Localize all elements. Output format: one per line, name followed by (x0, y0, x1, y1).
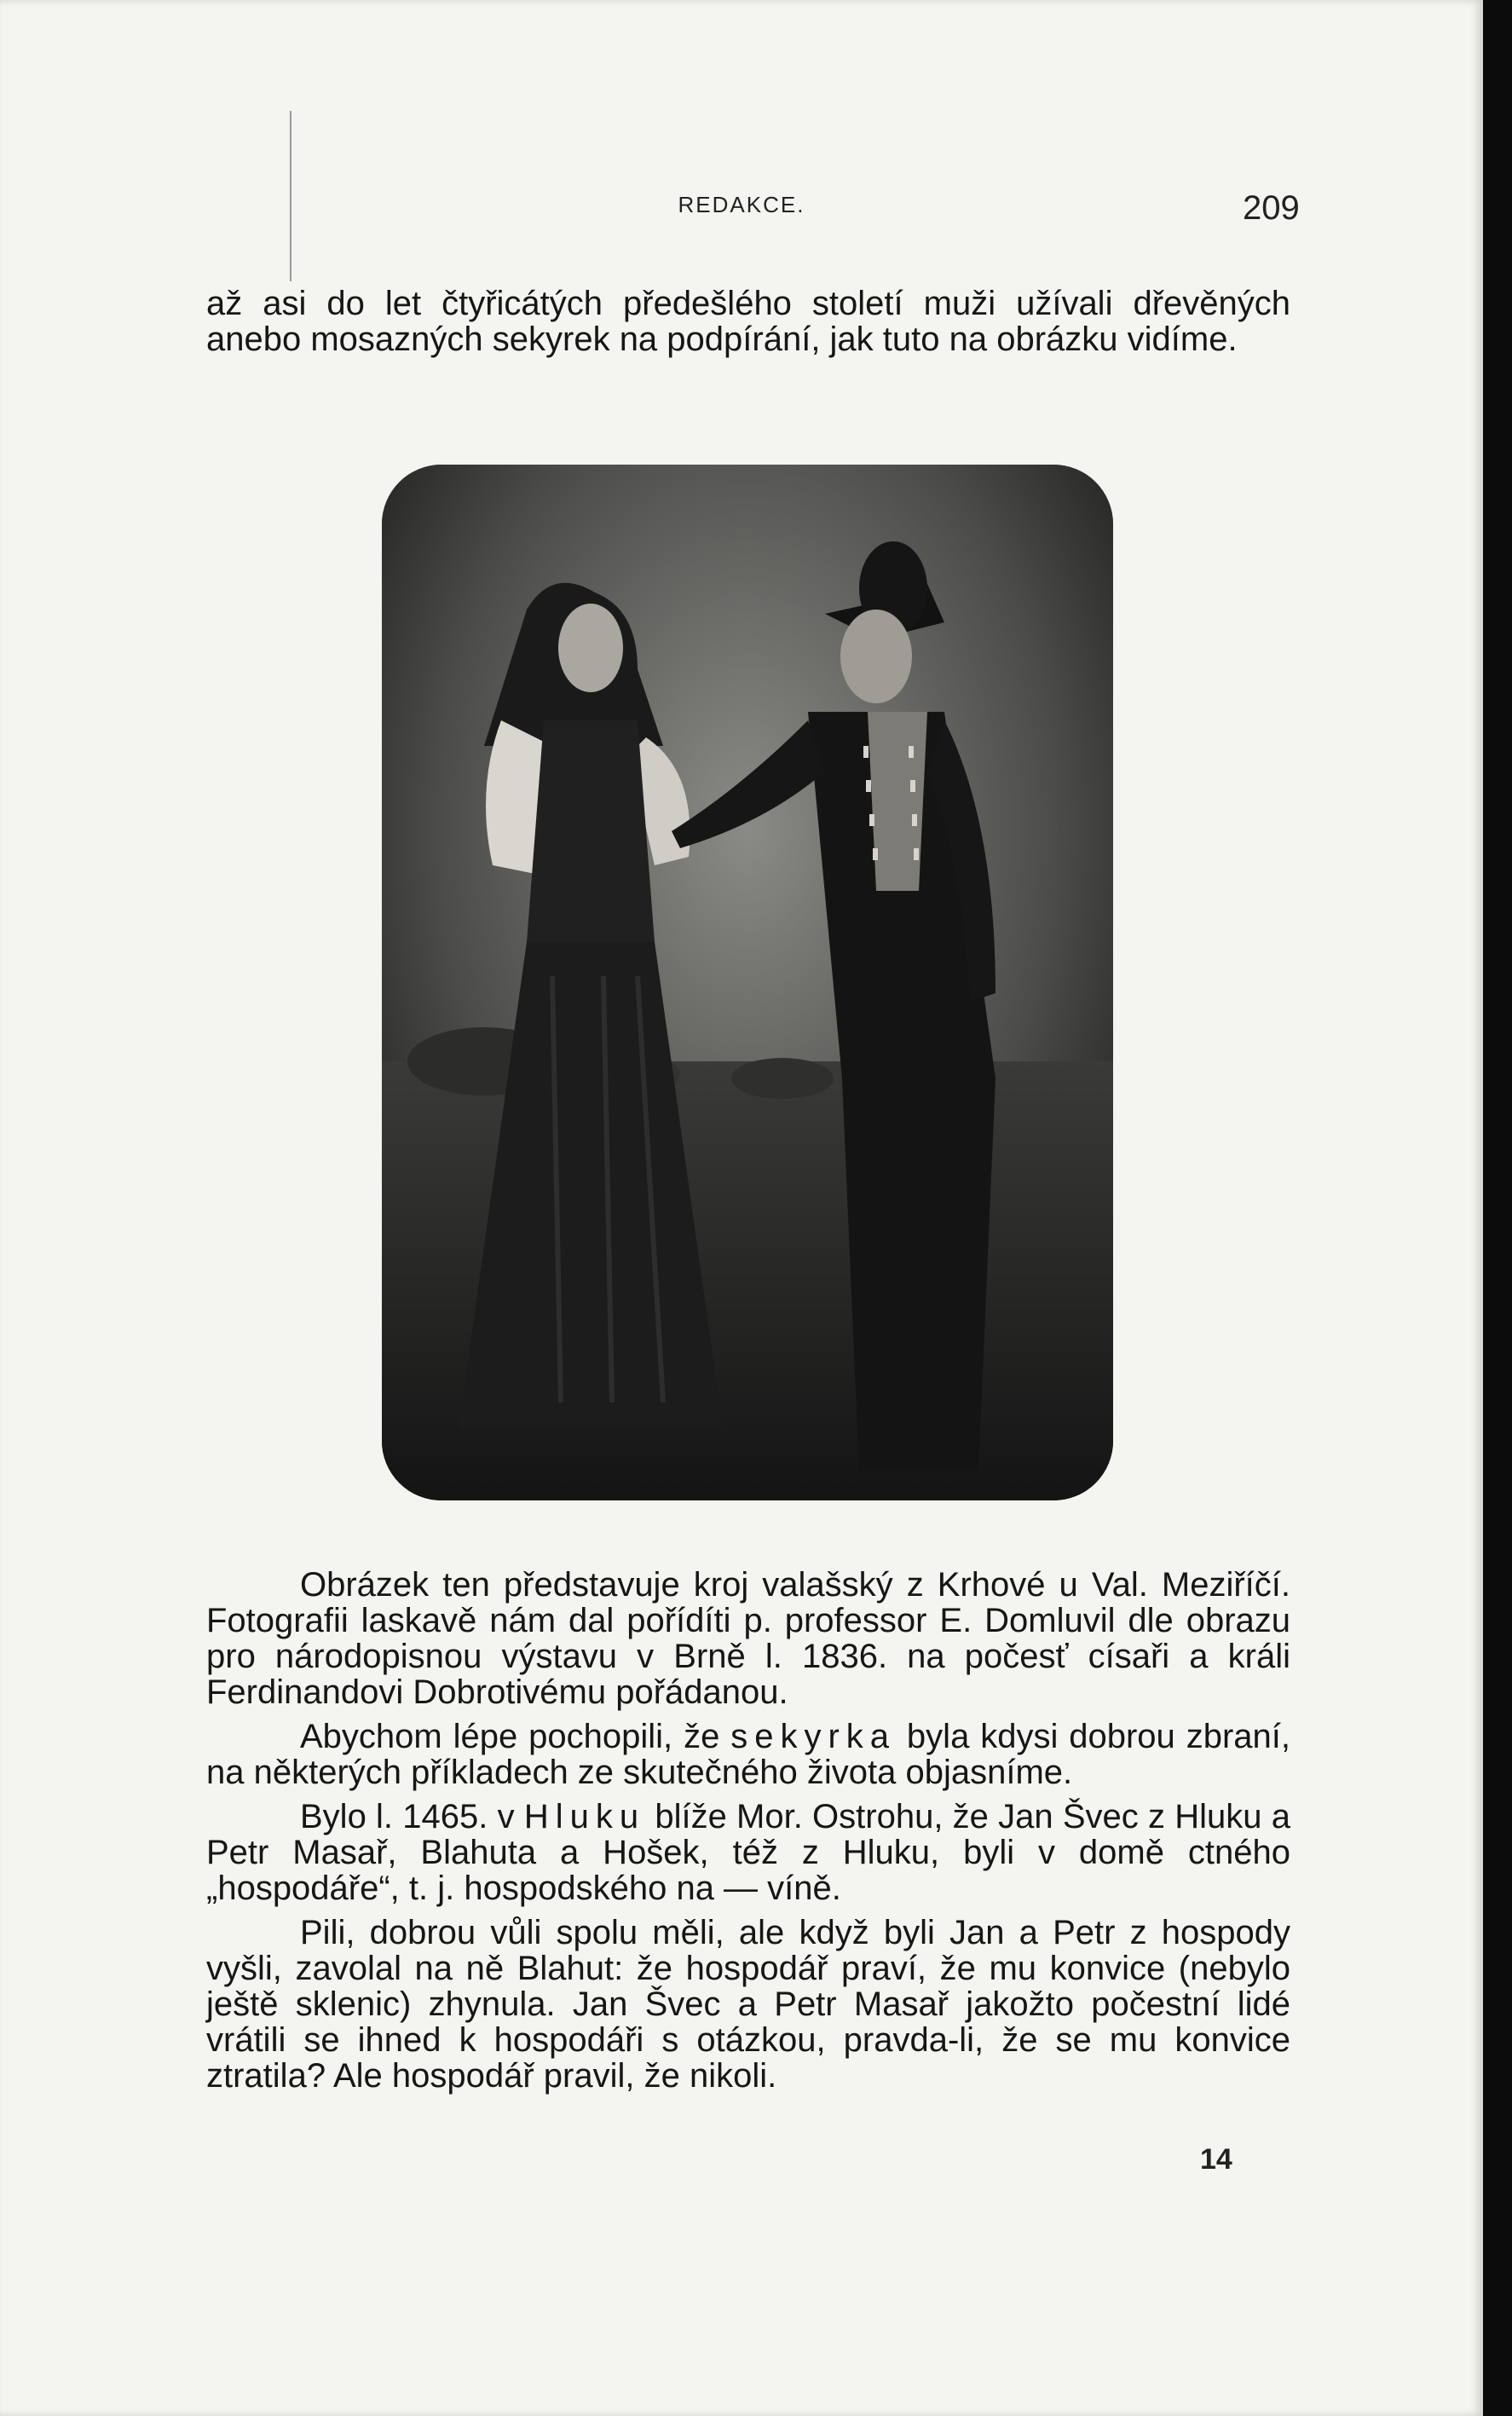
intro-paragraph: až asi do let čtyřicátých předešlého století muži užívali dřevěných anebo mosazných sekyrek na podpírání, jak tuto na obrázku vidíme. (206, 285, 1290, 358)
article-text (206, 1567, 1290, 2094)
couple-in-wallachian-costume-image (382, 465, 1113, 1500)
emphasized-word: Hluku (523, 1798, 646, 1835)
intro-text (206, 286, 1290, 357)
photo-caption-paragraph: Obrázek ten představuje kroj valašský z Krhové u Val. Meziříčí. Fotografii laskavě nám dal pořídíti p. professor E. Domluvil dle obrazu pro národopisnou výstavu v Brně l. 1836. na počesť císaři a králi Ferdinandovi Dobrotivému pořádanou. (206, 1566, 1290, 1711)
paragraph-konvice: Pili, dobrou vůli spolu měli, ale když byli Jan a Petr z hospody vyšli, zavolal na ně Blahut: že hospodář praví, že mu konvice (nebylo ještě sklenic) zhynula. Jan Švec a Petr Masař jakožto počestní lidé vrátili se ihned k hospodáři s otázkou, pravda-li, že se mu konvice ztratila? Ale hospodář pravil, že nikoli. (206, 1914, 1290, 2095)
paragraph-hluk (206, 1799, 1290, 1906)
signature-mark: 14 (1200, 2143, 1232, 2176)
paragraph-text: Bylo l. 1465. v (300, 1798, 524, 1835)
paragraph-text: blíže Mor. Ostrohu, že Jan Švec z Hluku a Petr Masař, Blahuta a Hošek, též z Hluku, byli v domě ctného „hospodáře“, t. j. hospodského na — víně. (206, 1798, 1290, 1907)
running-head: REDAKCE. (678, 192, 805, 217)
paragraph-text: Abychom lépe pochopili, že (300, 1718, 731, 1755)
emphasized-word: sekyrka (730, 1718, 897, 1755)
paragraph-text: byla kdysi dobrou zbraní, na některých příkladech ze skutečného života objasníme. (206, 1718, 1290, 1791)
paragraph-sekyrka (206, 1719, 1290, 1790)
costume-photograph (382, 465, 1113, 1500)
page-number: 209 (1243, 189, 1300, 227)
